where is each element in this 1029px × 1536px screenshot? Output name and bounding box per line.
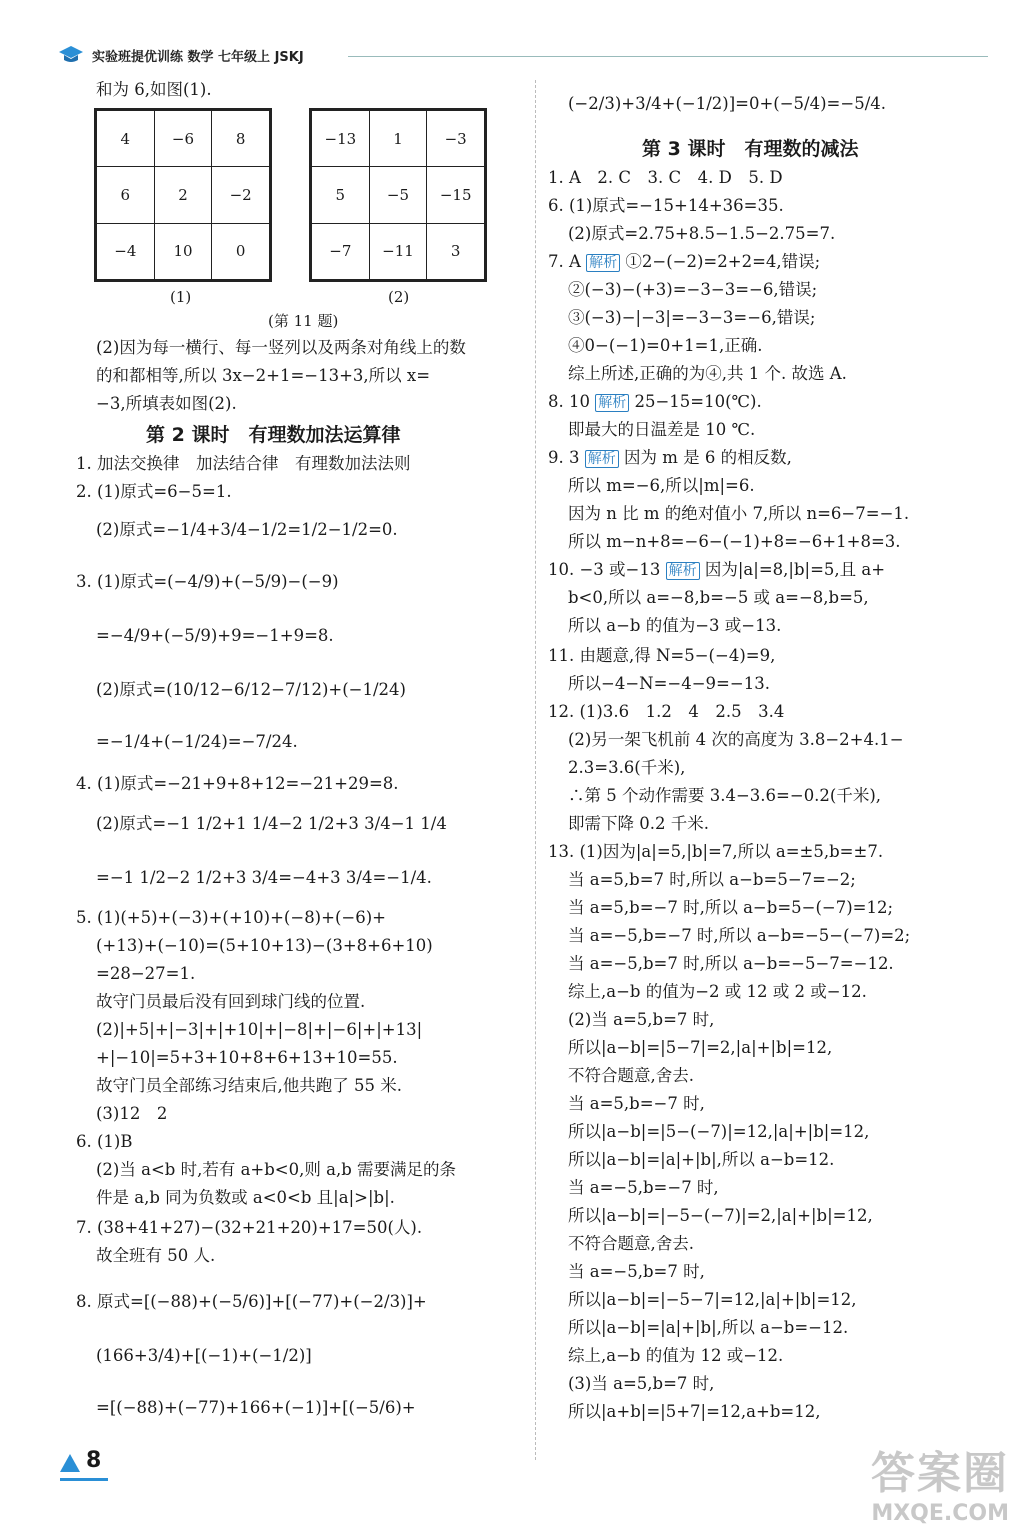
grid-cell: 10 xyxy=(154,223,212,279)
grid-cell: 6 xyxy=(97,167,155,223)
answer-line: 当 a=−5,b=−7 时, xyxy=(568,1178,719,1197)
answer-line: =−1 1/2−2 1/2+3 3/4=−4+3 3/4=−1/4. xyxy=(96,868,432,887)
answer-line xyxy=(548,558,885,583)
graduation-cap-icon xyxy=(58,44,84,66)
answer-line: (2)当 a<b 时,若有 a+b<0,则 a,b 需要满足的条 xyxy=(96,1160,457,1179)
answer-line: 因为 n 比 m 的绝对值小 7,所以 n=6−7=−1. xyxy=(568,504,910,523)
text-line: 的和都相等,所以 3x−2+1=−13+3,所以 x= xyxy=(96,366,431,385)
answer-line: 综上,a−b 的值为 12 或−12. xyxy=(568,1346,784,1365)
answer-line: b<0,所以 a=−8,b=−5 或 a=−8,b=5, xyxy=(568,588,869,607)
answer-line: 13. (1)因为|a|=5,|b|=7,所以 a=±5,b=±7. xyxy=(548,842,884,861)
answer-line: 3. (1)原式=(−4/9)+(−5/9)−(−9) xyxy=(76,572,339,591)
answer-line: +|−10|=5+3+10+8+6+13+10=55. xyxy=(96,1048,398,1067)
answer-line: 6. (1)原式=−15+14+36=35. xyxy=(548,196,784,215)
answer-line: (2)原式=(10/12−6/12−7/12)+(−1/24) xyxy=(96,680,406,699)
answer-line: 所以 m=−6,所以|m|=6. xyxy=(568,476,755,495)
page-number-underline xyxy=(60,1478,108,1481)
watermark-url: MXQE.COM xyxy=(871,1501,1009,1526)
grid-row xyxy=(97,223,270,279)
page-number xyxy=(60,1448,108,1482)
figure-label-1: (1) xyxy=(170,288,192,306)
text-line: (2)因为每一横行、每一竖列以及两条对角线上的数 xyxy=(96,338,466,357)
magic-square-2 xyxy=(309,108,487,282)
text-line: −3,所填表如图(2). xyxy=(96,394,237,413)
answer-line: ④0−(−1)=0+1=1,正确. xyxy=(568,336,763,355)
answer-line: =[(−88)+(−77)+166+(−1)]+[(−5/6)+ xyxy=(96,1398,416,1417)
analysis-tag: 解析 xyxy=(666,562,700,580)
answer-line: 1. 加法交换律 加法结合律 有理数加法法则 xyxy=(76,454,411,473)
answer-line: 所以|a−b|=|5−(−7)|=12,|a|+|b|=12, xyxy=(568,1122,870,1141)
answer-line: 当 a=−5,b=7 时, xyxy=(568,1262,705,1281)
section-heading: 第 2 课时 有理数加法运算律 xyxy=(146,424,401,446)
answer-line: 5. (1)(+5)+(−3)+(+10)+(−8)+(−6)+ xyxy=(76,908,386,927)
page-header xyxy=(58,42,988,70)
answer-line: ②(−3)−(+3)=−3−3=−6,错误; xyxy=(568,280,818,299)
answer-line: 所以 m−n+8=−6−(−1)+8=−6+1+8=3. xyxy=(568,532,901,551)
grid-row xyxy=(97,167,270,223)
analysis-text: 因为|a|=8,|b|=5,且 a+ xyxy=(704,560,886,579)
answer-line: (2)另一架飞机前 4 次的高度为 3.8−2+4.1− xyxy=(568,730,904,749)
answer-line: 1. A 2. C 3. C 4. D 5. D xyxy=(548,168,783,187)
grid-row xyxy=(312,223,485,279)
column-divider xyxy=(535,80,536,1460)
answer-number: 10. −3 或−13 xyxy=(548,560,661,579)
answer-line: ∴第 5 个动作需要 3.4−3.6=−0.2(千米), xyxy=(568,786,882,805)
grid-cell: −2 xyxy=(212,167,270,223)
analysis-tag: 解析 xyxy=(586,254,620,272)
grid-row xyxy=(312,167,485,223)
answer-line: (2)原式=−1/4+3/4−1/2=1/2−1/2=0. xyxy=(96,520,398,539)
answer-line: 4. (1)原式=−21+9+8+12=−21+29=8. xyxy=(76,774,399,793)
answer-line: 所以|a−b|=|a|+|b|,所以 a−b=12. xyxy=(568,1150,835,1169)
answer-line: 12. (1)3.6 1.2 4 2.5 3.4 xyxy=(548,702,785,721)
grid-cell: −6 xyxy=(154,111,212,167)
answer-line: 6. (1)B xyxy=(76,1132,133,1151)
answer-line: 当 a=−5,b=−7 时,所以 a−b=−5−(−7)=2; xyxy=(568,926,911,945)
answer-line: (2)当 a=5,b=7 时, xyxy=(568,1010,715,1029)
answer-line xyxy=(548,250,820,275)
magic-square-1 xyxy=(94,108,272,282)
header-rule xyxy=(348,56,988,57)
answer-line: =28−27=1. xyxy=(96,964,196,983)
analysis-tag: 解析 xyxy=(585,450,619,468)
grid-cell: 0 xyxy=(212,223,270,279)
answer-line: 所以−4−N=−4−9=−13. xyxy=(568,674,770,693)
answer-line: 所以|a−b|=|−5−(−7)|=2,|a|+|b|=12, xyxy=(568,1206,873,1225)
grid-cell: −4 xyxy=(97,223,155,279)
answer-line: (2)原式=−1 1/2+1 1/4−2 1/2+3 3/4−1 1/4 xyxy=(96,814,447,833)
answer-line: 不符合题意,舍去. xyxy=(568,1066,694,1085)
header-title: 实验班提优训练 数学 七年级上 JSKJ xyxy=(92,50,304,65)
answer-line: =−4/9+(−5/9)+9=−1+9=8. xyxy=(96,626,334,645)
answer-line: (2)原式=2.75+8.5−1.5−2.75=7. xyxy=(568,224,836,243)
answer-line: (+13)+(−10)=(5+10+13)−(3+8+6+10) xyxy=(96,936,433,955)
answer-line xyxy=(548,446,792,471)
answer-line: 故守门员全部练习结束后,他共跑了 55 米. xyxy=(96,1076,402,1095)
answer-line: (3)当 a=5,b=7 时, xyxy=(568,1374,715,1393)
grid-cell: 4 xyxy=(97,111,155,167)
answer-line: 综上,a−b 的值为−2 或 12 或 2 或−12. xyxy=(568,982,867,1001)
grid-cell: 3 xyxy=(427,223,485,279)
answer-line: 故全班有 50 人. xyxy=(96,1246,216,1265)
section-heading: 第 3 课时 有理数的减法 xyxy=(642,138,859,160)
answer-line: 2.3=3.6(千米), xyxy=(568,758,686,777)
answer-line: 当 a=−5,b=7 时,所以 a−b=−5−7=−12. xyxy=(568,954,894,973)
answer-line: 所以|a−b|=|−5−7|=12,|a|+|b|=12, xyxy=(568,1290,857,1309)
answer-line: 所以 a−b 的值为−3 或−13. xyxy=(568,616,782,635)
grid-cell: −5 xyxy=(369,167,427,223)
grid-cell: 2 xyxy=(154,167,212,223)
analysis-text: 因为 m 是 6 的相反数, xyxy=(624,448,792,467)
grid-row xyxy=(97,111,270,167)
answer-line: 当 a=5,b=7 时,所以 a−b=5−7=−2; xyxy=(568,870,856,889)
grid-cell: −15 xyxy=(427,167,485,223)
answer-number: 7. A xyxy=(548,252,581,271)
grid-cell: 1 xyxy=(369,111,427,167)
watermark xyxy=(871,1437,1009,1526)
analysis-text: 25−15=10(℃). xyxy=(634,392,762,411)
answer-number: 8. 10 xyxy=(548,392,590,411)
answer-line: 故守门员最后没有回到球门线的位置. xyxy=(96,992,366,1011)
grid-cell: −7 xyxy=(312,223,370,279)
answer-line xyxy=(548,390,762,415)
figure-caption: (第 11 题) xyxy=(268,312,339,330)
answer-line: 即最大的日温差是 10 ℃. xyxy=(568,420,756,439)
grid-row xyxy=(312,111,485,167)
answer-line: 所以|a+b|=|5+7|=12,a+b=12, xyxy=(568,1402,821,1421)
watermark-logo: 答案圈 xyxy=(871,1448,1009,1499)
grid-cell: −11 xyxy=(369,223,427,279)
answer-line: 所以|a−b|=|a|+|b|,所以 a−b=−12. xyxy=(568,1318,849,1337)
answer-line: 当 a=5,b=−7 时,所以 a−b=5−(−7)=12; xyxy=(568,898,894,917)
answer-line: 11. 由题意,得 N=5−(−4)=9, xyxy=(548,646,776,665)
answer-number: 9. 3 xyxy=(548,448,580,467)
arrow-up-icon xyxy=(60,1454,80,1472)
text-line: 和为 6,如图(1). xyxy=(96,80,212,99)
answer-line: (2)|+5|+|−3|+|+10|+|−8|+|−6|+|+13| xyxy=(96,1020,423,1039)
answer-line: 当 a=5,b=−7 时, xyxy=(568,1094,705,1113)
analysis-tag: 解析 xyxy=(595,394,629,412)
answer-line: 7. (38+41+27)−(32+21+20)+17=50(人). xyxy=(76,1218,423,1237)
answer-line: (3)12 2 xyxy=(96,1104,168,1123)
answer-line: 件是 a,b 同为负数或 a<0<b 且|a|>|b|. xyxy=(96,1188,395,1207)
answer-line: 综上所述,正确的为④,共 1 个. 故选 A. xyxy=(568,364,847,383)
answer-line: 所以|a−b|=|5−7|=2,|a|+|b|=12, xyxy=(568,1038,833,1057)
grid-cell: 8 xyxy=(212,111,270,167)
grid-cell: −13 xyxy=(312,111,370,167)
analysis-text: ①2−(−2)=2+2=4,错误; xyxy=(625,252,821,271)
page-number-text: 8 xyxy=(86,1448,102,1473)
grid-cell: 5 xyxy=(312,167,370,223)
answer-line: 2. (1)原式=6−5=1. xyxy=(76,482,232,501)
answer-line: =−1/4+(−1/24)=−7/24. xyxy=(96,732,298,751)
answer-line: 8. 原式=[(−88)+(−5/6)]+[(−77)+(−2/3)]+ xyxy=(76,1292,427,1311)
figure-label-2: (2) xyxy=(388,288,410,306)
grid-cell: −3 xyxy=(427,111,485,167)
answer-line: (−2/3)+3/4+(−1/2)]=0+(−5/4)=−5/4. xyxy=(568,94,887,113)
answer-line: ③(−3)−|−3|=−3−3=−6,错误; xyxy=(568,308,816,327)
answer-line: 即需下降 0.2 千米. xyxy=(568,814,709,833)
answer-line: 不符合题意,舍去. xyxy=(568,1234,694,1253)
answer-line: (166+3/4)+[(−1)+(−1/2)] xyxy=(96,1346,312,1365)
